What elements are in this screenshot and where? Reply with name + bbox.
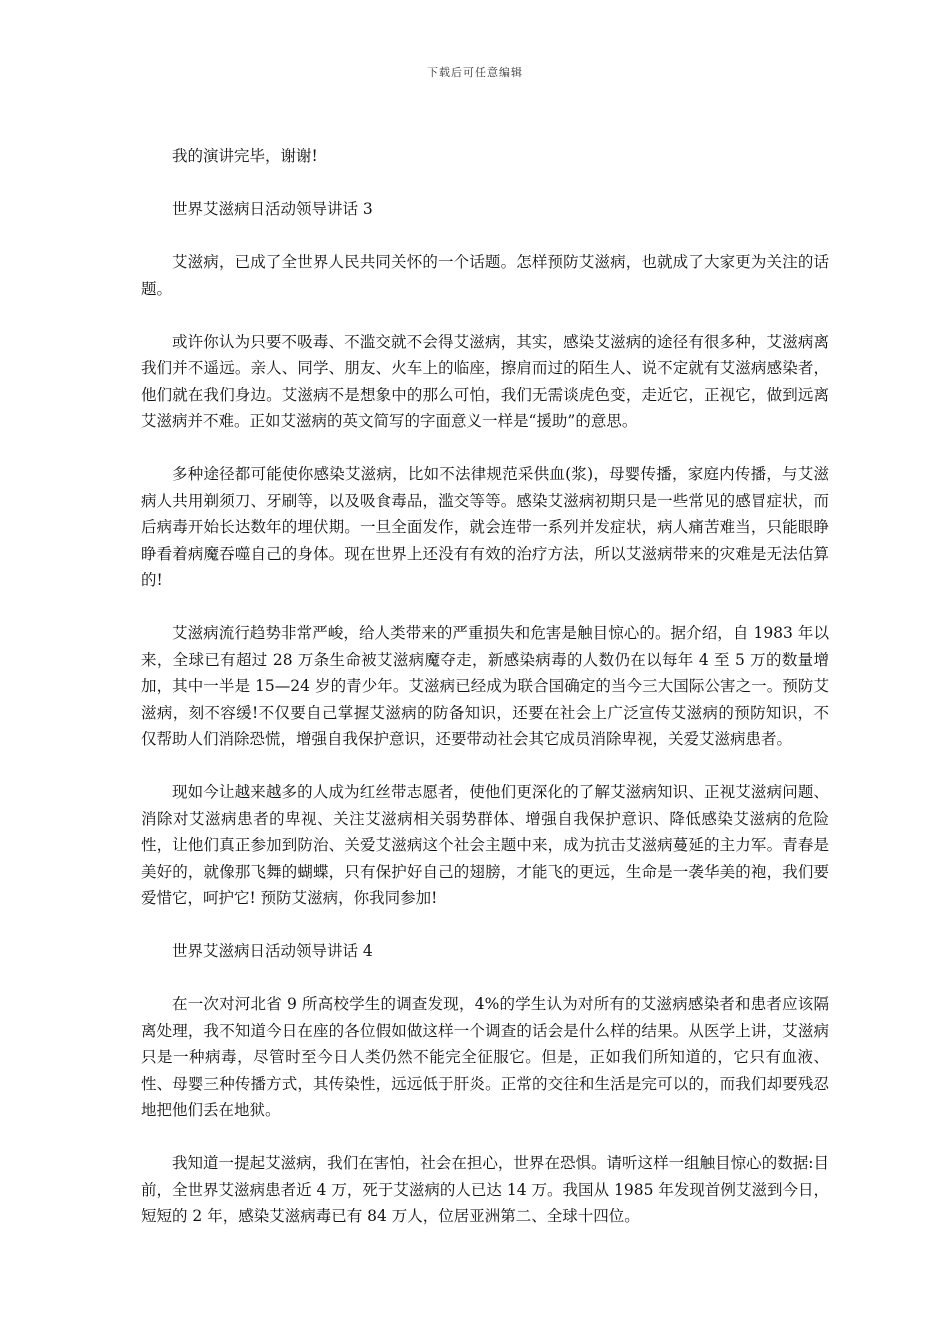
paragraph: 艾滋病流行趋势非常严峻，给人类带来的严重损失和危害是触目惊心的。据介绍，自 1983 年以来，全球已有超过 28 万条生命被艾滋病魔夺走，新感染病毒的人数仍在以每年 4 至 5 万的数量增加，其中一半是 15—24 岁的青少年。艾滋病已经成为联合国确定的当今三大国际公害之一。预防艾滋病，刻不容缓!不仅要自己掌握艾滋病的防备知识，还要在社会上广泛宣传艾滋病的预防知识，不仅帮助人们消除恐慌，增强自我保护意识，还要带动社会其它成员消除卑视，关爱艾滋病患者。 (141, 624, 829, 748)
paragraph: 或许你认为只要不吸毒、不滥交就不会得艾滋病，其实，感染艾滋病的途径有很多种，艾滋病离我们并不遥远。亲人、同学、朋友、火车上的临座，擦肩而过的陌生人、说不定就有艾滋病感染者，他们就在我们身边。艾滋病不是想象中的那么可怕，我们无需谈虎色变，走近它，正视它，做到远离艾滋病并不难。正如艾滋病的英文简写的字面意义一样是“援助”的意思。 (141, 332, 829, 430)
paragraph: 在一次对河北省 9 所高校学生的调查发现，4%的学生认为对所有的艾滋病感染者和患者应该隔离处理，我不知道今日在座的各位假如做这样一个调查的话会是什么样的结果。从医学上讲，艾滋病只是一种病毒，尽管时至今日人类仍然不能完全征服它。但是，正如我们所知道的，它只有血液、性、母婴三种传播方式，其传染性，远远低于肝炎。正常的交往和生活是完可以的，而我们却要残忍地把他们丢在地狱。 (141, 995, 829, 1119)
paragraph: 我知道一提起艾滋病，我们在害怕，社会在担心，世界在恐惧。请听这样一组触目惊心的数据:目前，全世界艾滋病患者近 4 万，死于艾滋病的人已达 14 万。我国从 1985 年发现首例艾滋到今日，短短的 2 年，感染艾滋病毒已有 84 万人，位居亚洲第二、全球十四位。 (141, 1154, 829, 1225)
paragraph: 现如今让越来越多的人成为红丝带志愿者，使他们更深化的了解艾滋病知识、正视艾滋病问题、消除对艾滋病患者的卑视、关注艾滋病相关弱势群体、增强自我保护意识、降低感染艾滋病的危险性，让他们真正参加到防治、关爱艾滋病这个社会主题中来，成为抗击艾滋病蔓延的主力军。青春是美好的，就像那飞舞的蝴蝶，只有保护好自己的翅膀，才能飞的更远，生命是一袭华美的袍，我们要爱惜它，呵护它! 预防艾滋病，你我同参加! (141, 783, 829, 907)
section-title-4: 世界艾滋病日活动领导讲话 4 (172, 942, 373, 960)
section-title-3: 世界艾滋病日活动领导讲话 3 (172, 200, 373, 218)
document-body (141, 143, 829, 1256)
paragraph: 多种途径都可能使你感染艾滋病，比如不法律规范采供血(浆)，母婴传播，家庭内传播，与艾滋病人共用剃须刀、牙刷等，以及吸食毒品，滥交等等。感染艾滋病初期只是一些常见的感冒症状，而后病毒开始长达数年的埋伏期。一旦全面发作，就会连带一系列并发症状，病人痛苦难当，只能眼睁睁看着病魔吞噬自己的身体。现在世界上还没有有效的治疗方法，所以艾滋病带来的灾难是无法估算的! (141, 465, 829, 589)
page-header: 下载后可任意编辑 (427, 66, 523, 79)
closing-line: 我的演讲完毕，谢谢! (172, 147, 318, 165)
paragraph: 艾滋病，已成了全世界人民共同关怀的一个话题。怎样预防艾滋病，也就成了大家更为关注的话题。 (141, 253, 829, 298)
